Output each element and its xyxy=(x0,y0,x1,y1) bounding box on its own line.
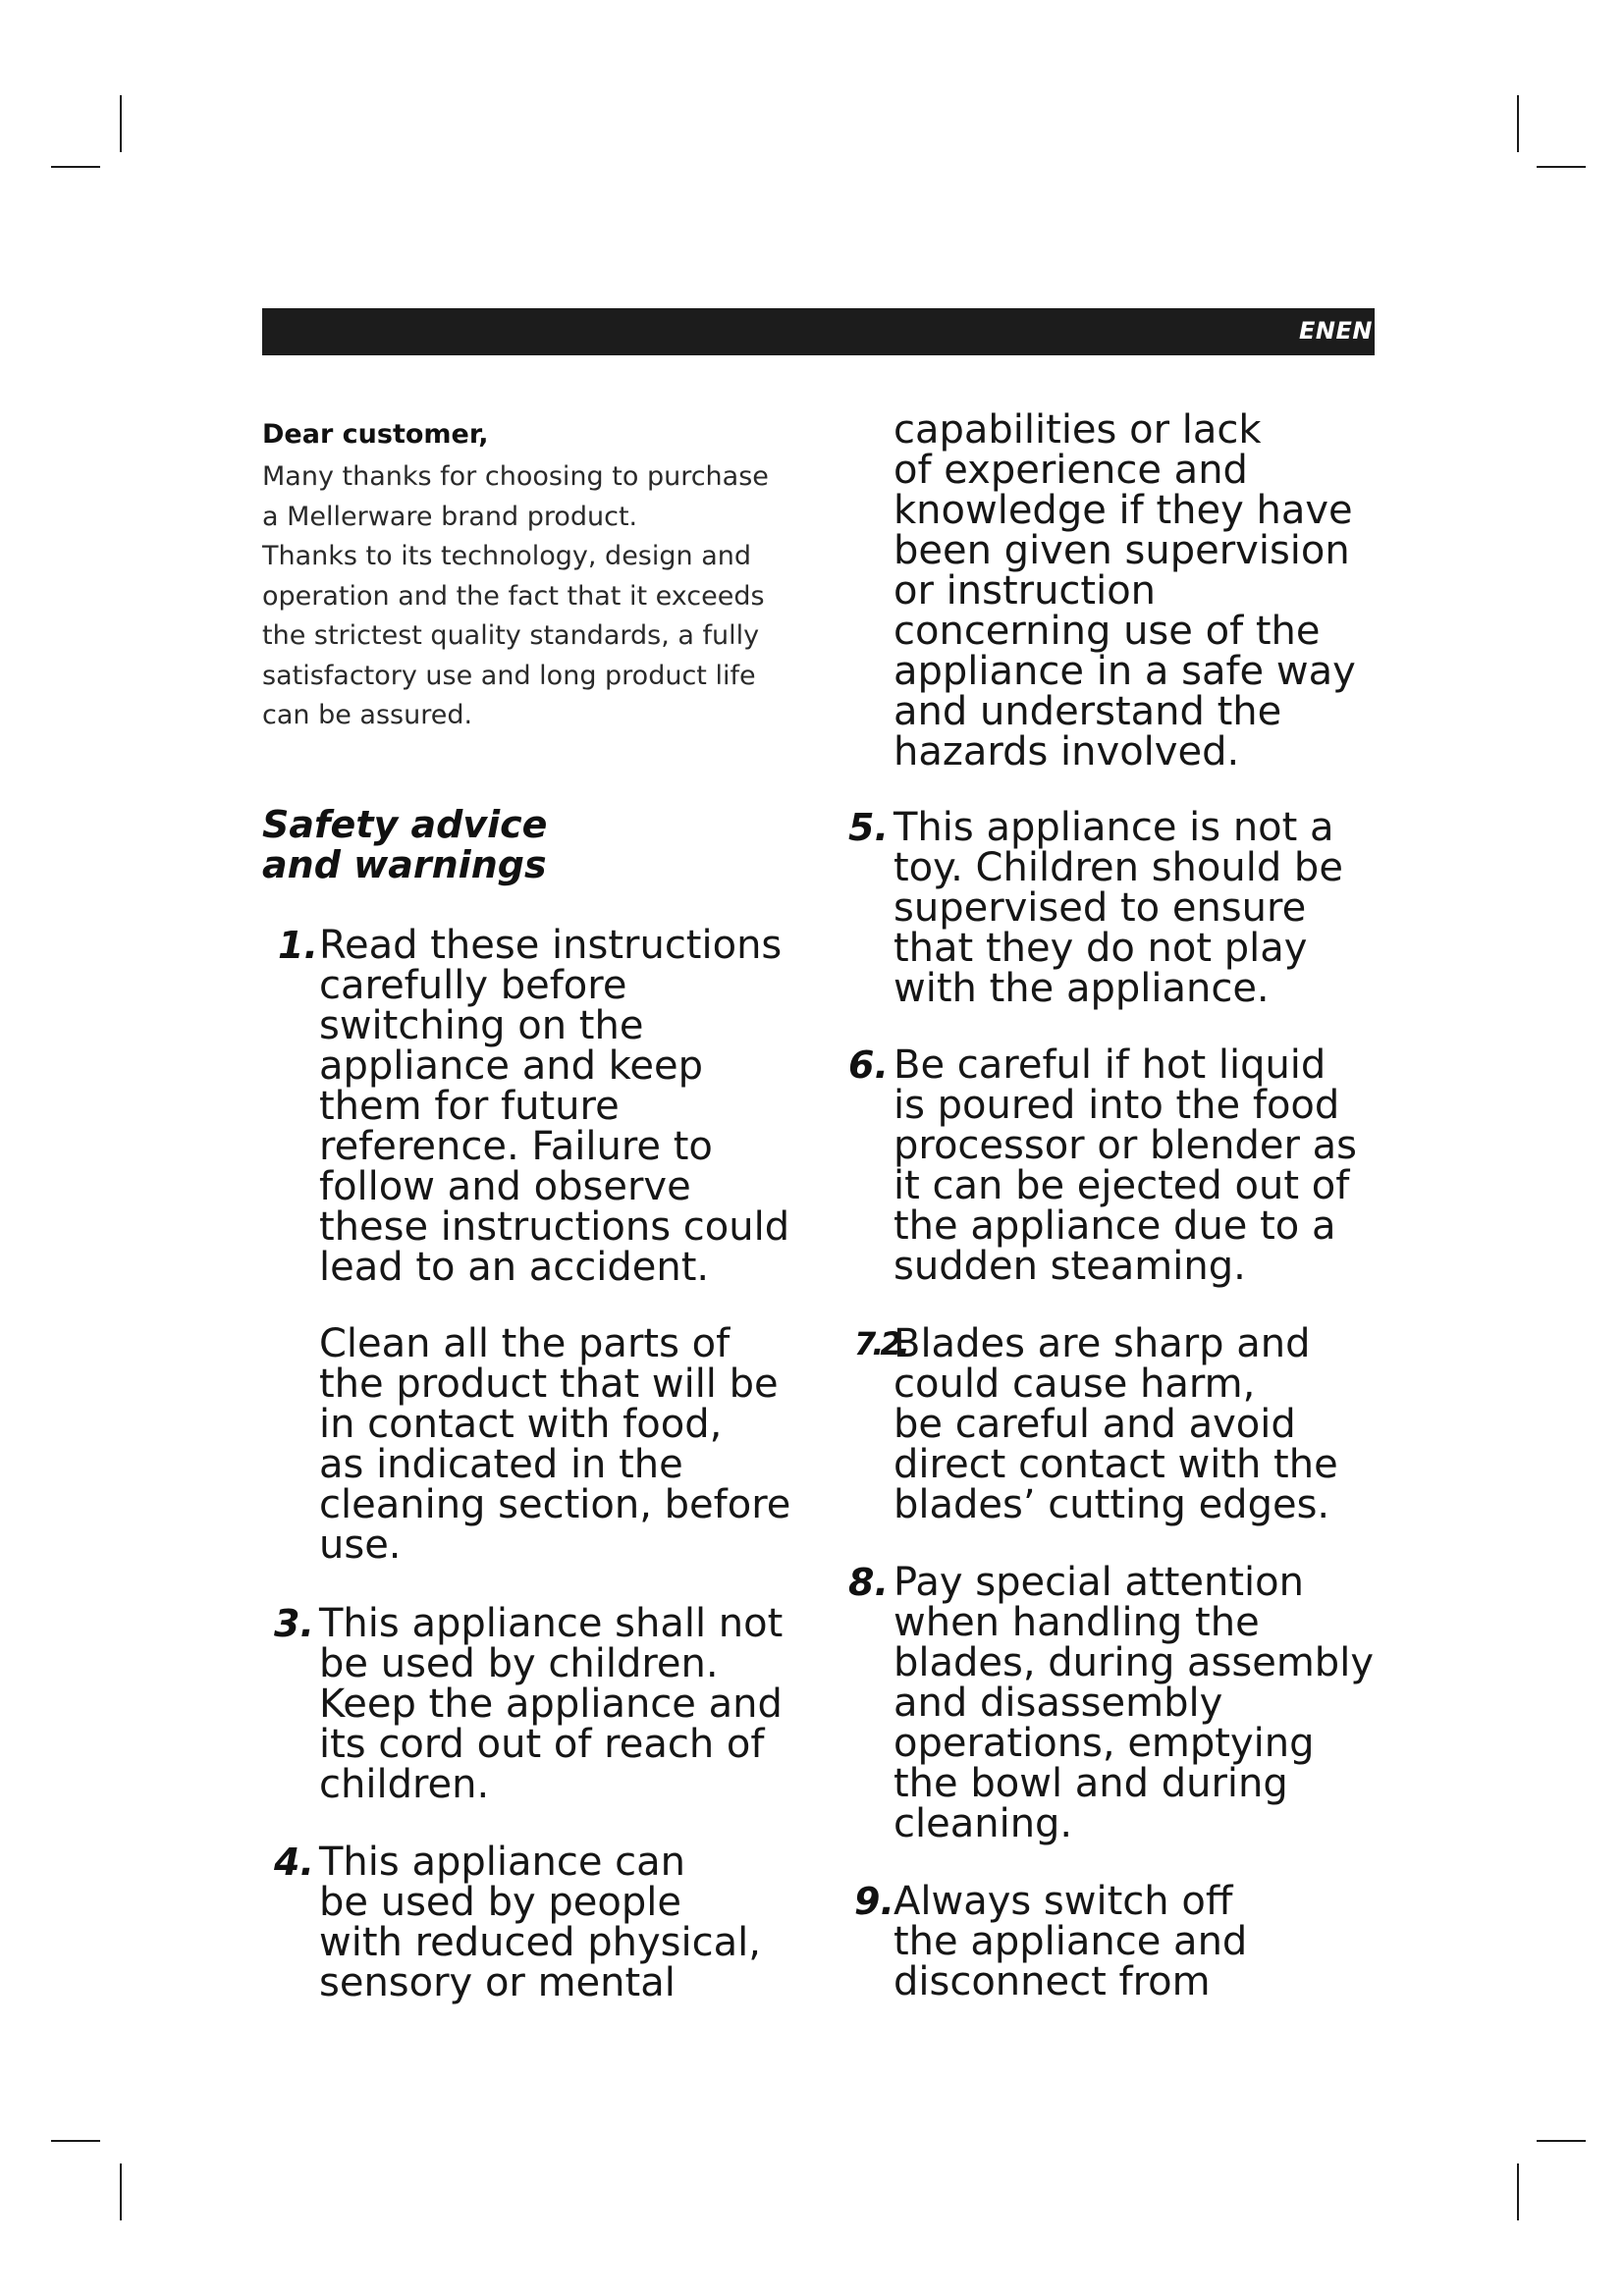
item-line: Pay special attention xyxy=(893,1560,1304,1605)
crop-mark-top-left-vertical xyxy=(120,95,122,152)
section-title xyxy=(262,805,753,885)
item-line: is poured into the food xyxy=(893,1083,1340,1128)
item-line: use. xyxy=(319,1522,402,1568)
intro-line: a Mellerware brand product. xyxy=(262,501,638,532)
item-line: concerning use of the xyxy=(893,609,1321,654)
item-line: of experience and xyxy=(893,448,1248,493)
language-code: ENEN xyxy=(1299,317,1373,345)
item-number-3: 3. xyxy=(274,1602,314,1645)
item-line: operations, emptying xyxy=(893,1721,1315,1766)
item-line: knowledge if they have xyxy=(893,488,1353,533)
intro-greeting: Dear customer, xyxy=(262,419,489,450)
item-line: its cord out of reach of xyxy=(319,1722,765,1767)
item-line: supervised to ensure xyxy=(893,885,1307,931)
section-title-line: Safety advice xyxy=(262,803,548,846)
item-line: with reduced physical, xyxy=(319,1920,761,1965)
item-line: could cause harm, xyxy=(893,1362,1256,1407)
item-line: processor or blender as xyxy=(893,1123,1357,1168)
item-line: cleaning. xyxy=(893,1801,1073,1846)
item-line: cleaning section, before xyxy=(319,1482,791,1527)
item-line: be careful and avoid xyxy=(893,1402,1296,1447)
item-line: be used by children. xyxy=(319,1641,719,1686)
item-line: direct contact with the xyxy=(893,1442,1338,1487)
item-line: reference. Failure to xyxy=(319,1124,713,1169)
item-number-8: 8. xyxy=(848,1561,889,1604)
item-line: and disassembly xyxy=(893,1681,1223,1726)
item-line: the bowl and during xyxy=(893,1761,1288,1806)
item-line: follow and observe xyxy=(319,1164,691,1209)
crop-mark-top-right-vertical xyxy=(1517,95,1519,152)
item-number-9: 9. xyxy=(854,1880,894,1923)
item-line: the appliance and xyxy=(893,1919,1248,1964)
item-line: them for future xyxy=(319,1084,620,1129)
item-line: disconnect from xyxy=(893,1959,1211,2004)
item-number-1: 1. xyxy=(278,924,318,967)
intro-line: the strictest quality standards, a fully xyxy=(262,620,760,651)
item-line: This appliance shall not xyxy=(319,1601,784,1646)
item-line: in contact with food, xyxy=(319,1402,723,1447)
item-line: This appliance is not a xyxy=(893,805,1334,850)
item-line: been given supervision xyxy=(893,528,1350,573)
item-line: children. xyxy=(319,1762,490,1807)
item-line: as indicated in the xyxy=(319,1442,683,1487)
item-line: sensory or mental xyxy=(319,1960,676,2005)
item-line: switching on the xyxy=(319,1003,644,1048)
item-line: or instruction xyxy=(893,568,1157,614)
item-line: the appliance due to a xyxy=(893,1203,1336,1249)
item-line: the product that will be xyxy=(319,1362,779,1407)
crop-mark-bottom-right-horizontal xyxy=(1537,2140,1586,2142)
crop-mark-top-right-horizontal xyxy=(1537,166,1586,168)
intro-line: satisfactory use and long product life xyxy=(262,660,756,691)
item-line: these instructions could xyxy=(319,1204,790,1250)
item-line: toy. Children should be xyxy=(893,845,1343,890)
item-line: and understand the xyxy=(893,689,1282,734)
item-line: with the appliance. xyxy=(893,966,1270,1011)
crop-mark-bottom-left-horizontal xyxy=(51,2140,100,2142)
item-line: Clean all the parts of xyxy=(319,1321,731,1366)
item-line: appliance and keep xyxy=(319,1043,704,1089)
intro-line: operation and the fact that it exceeds xyxy=(262,580,765,612)
item-line: Always switch off xyxy=(893,1879,1233,1924)
item-number-6: 6. xyxy=(848,1043,889,1087)
item-line: that they do not play xyxy=(893,926,1308,971)
intro-line: can be assured. xyxy=(262,700,473,730)
intro-line: Thanks to its technology, design and xyxy=(262,541,752,571)
intro-block xyxy=(262,412,812,736)
item-line: lead to an accident. xyxy=(319,1245,710,1290)
item-line: sudden steaming. xyxy=(893,1244,1246,1289)
item-line: hazards involved. xyxy=(893,729,1240,774)
item-number-4: 4. xyxy=(274,1841,314,1884)
intro-text xyxy=(262,457,812,736)
item-line: blades, during assembly xyxy=(893,1640,1374,1685)
intro-line: Many thanks for choosing to purchase xyxy=(262,461,769,492)
item-line: be used by people xyxy=(319,1880,681,1925)
item-line: Blades are sharp and xyxy=(893,1321,1311,1366)
crop-mark-bottom-right-vertical xyxy=(1517,2163,1519,2220)
item-line: it can be ejected out of xyxy=(893,1163,1350,1208)
crop-mark-bottom-left-vertical xyxy=(120,2163,122,2220)
item-line: This appliance can xyxy=(319,1840,686,1885)
item-number-7: 7.2. xyxy=(854,1325,906,1362)
crop-mark-top-left-horizontal xyxy=(51,166,100,168)
item-line: Read these instructions xyxy=(319,923,783,968)
item-line: when handling the xyxy=(893,1600,1260,1645)
item-line: capabilities or lack xyxy=(893,407,1262,453)
section-title-line: and warnings xyxy=(262,843,547,886)
item-line: carefully before xyxy=(319,963,627,1008)
item-number-5: 5. xyxy=(848,806,889,849)
item-line: blades’ cutting edges. xyxy=(893,1482,1330,1527)
item-line: Be careful if hot liquid xyxy=(893,1042,1326,1088)
item-line: Keep the appliance and xyxy=(319,1682,783,1727)
item-line: appliance in a safe way xyxy=(893,649,1356,694)
header-bar xyxy=(262,308,1375,355)
